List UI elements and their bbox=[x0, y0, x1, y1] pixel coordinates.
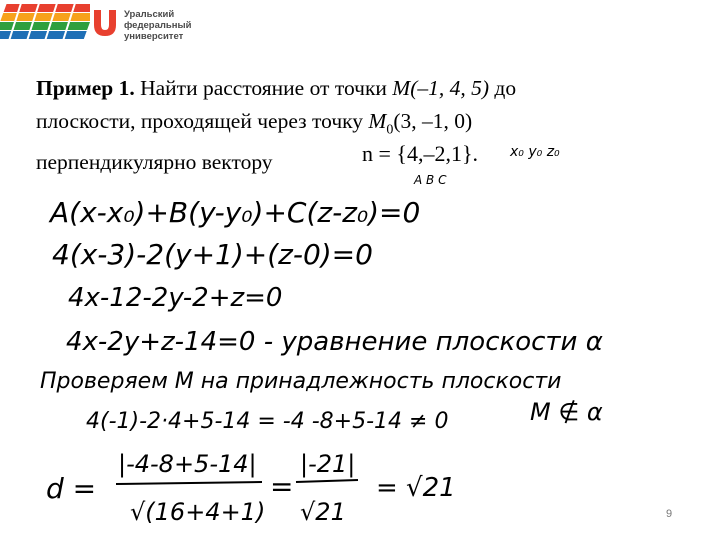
problem-text-2: до bbox=[494, 76, 517, 100]
point-m0-letter: M bbox=[368, 109, 387, 133]
hw-line-2: 4(x-3)-2(y+1)+(z-0)=0 bbox=[52, 238, 373, 271]
fraction-bar-2 bbox=[296, 480, 358, 482]
hw-line-6-result: M ∉ α bbox=[530, 398, 603, 426]
hw-fraction-denominator: √(16+4+1) bbox=[130, 498, 266, 526]
problem-text-1: Найти расстояние от точки bbox=[140, 76, 387, 100]
hw-line-3: 4x-12-2y-2+z=0 bbox=[68, 283, 283, 313]
note-abc: A B C bbox=[414, 173, 447, 187]
hw-line-6: 4(-1)-2·4+5-14 = -4 -8+5-14 ≠ 0 bbox=[86, 409, 449, 434]
hw-line-1: A(x-x₀)+B(y-y₀)+C(z-z₀)=0 bbox=[50, 196, 421, 229]
problem-label: Пример 1. bbox=[36, 76, 135, 100]
hw-equals-1: = bbox=[270, 470, 294, 503]
point-m: M(–1, 4, 5) bbox=[392, 76, 490, 100]
hw-fraction-numerator: |-4-8+5-14| bbox=[118, 450, 257, 478]
hw-result: = √21 bbox=[376, 473, 456, 503]
university-name-line3: университет bbox=[124, 31, 184, 42]
point-m0-coords: (3, –1, 0) bbox=[393, 109, 473, 133]
hw-fraction2-denominator: √21 bbox=[300, 498, 346, 526]
university-name-line1: Уральский bbox=[124, 9, 175, 20]
point-m0-subscript: 0 bbox=[386, 122, 394, 138]
note-x0y0z0: x₀ y₀ z₀ bbox=[510, 144, 560, 160]
university-name-line2: федеральный bbox=[124, 20, 192, 31]
hw-fraction2-numerator: |-21| bbox=[300, 450, 356, 478]
normal-vector: n = {4,–2,1}. bbox=[362, 141, 479, 166]
problem-text-3: плоскости, проходящей через точку bbox=[36, 109, 364, 133]
page-number: 9 bbox=[666, 508, 673, 520]
problem-text-4: перпендикулярно вектору bbox=[36, 150, 273, 175]
fraction-bar-1 bbox=[116, 482, 262, 484]
hw-line-5: Проверяем M на принадлежность плоскости bbox=[40, 369, 562, 394]
hw-d-label: d = bbox=[46, 472, 97, 505]
hw-line-4: 4x-2y+z-14=0 - уравнение плоскости α bbox=[66, 327, 603, 357]
